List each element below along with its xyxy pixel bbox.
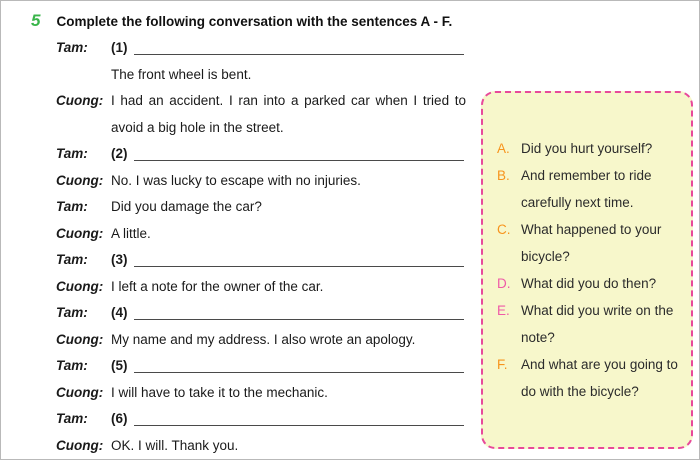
conversation-row <box>56 353 466 380</box>
conversation-row <box>56 380 466 407</box>
speaker-label: Cuong: <box>56 278 104 294</box>
answer-blank-1[interactable] <box>134 35 465 55</box>
conversation <box>56 35 466 459</box>
conversation-row <box>56 300 466 327</box>
blank-number: (2) <box>111 146 128 161</box>
blank-number: (4) <box>111 305 128 320</box>
conversation-row <box>56 88 466 141</box>
option-item-e <box>497 297 681 351</box>
speaker-label <box>56 62 111 89</box>
answer-blank-5[interactable] <box>134 353 465 373</box>
dialogue-line <box>111 353 466 380</box>
dialogue-line <box>111 300 466 327</box>
conversation-row <box>56 247 466 274</box>
answer-options-box <box>481 91 693 449</box>
speaker-label: Tam: <box>56 40 88 55</box>
dialogue-text: A little. <box>111 225 151 241</box>
conversation-row <box>56 194 466 221</box>
speaker-label: Cuong: <box>56 331 104 347</box>
dialogue-line <box>111 406 466 433</box>
option-text: And what are you going to do with the bicycle? <box>521 357 678 399</box>
conversation-row <box>56 433 466 460</box>
blank-number: (6) <box>111 411 128 426</box>
option-letter: E. <box>497 303 510 318</box>
speaker-label: Cuong: <box>56 225 104 241</box>
option-letter: D. <box>497 276 511 291</box>
conversation-row <box>56 327 466 354</box>
speaker-label: Cuong: <box>56 437 104 453</box>
option-item-f <box>497 351 681 405</box>
speaker-label: Tam: <box>56 305 88 320</box>
dialogue-line <box>111 247 466 274</box>
option-letter: F. <box>497 357 508 372</box>
conversation-row <box>56 62 466 89</box>
option-text: What did you do then? <box>521 276 657 291</box>
dialogue-line <box>111 141 466 168</box>
speaker-label: Cuong: <box>56 384 104 400</box>
option-item-c <box>497 216 681 270</box>
speaker-label: Tam: <box>56 199 88 214</box>
dialogue-line <box>111 35 466 62</box>
conversation-row <box>56 274 466 301</box>
option-text: What did you write on the note? <box>521 303 674 345</box>
speaker-label: Cuong: <box>56 93 104 108</box>
speaker-label: Tam: <box>56 358 88 373</box>
exercise-title: Complete the following conversation with the sentences A - F. <box>56 14 453 29</box>
dialogue-text: I will have to take it to the mechanic. <box>111 384 328 400</box>
speaker-label: Cuong: <box>56 172 104 188</box>
exercise-header <box>31 11 681 31</box>
conversation-row <box>56 141 466 168</box>
conversation-row <box>56 406 466 433</box>
answer-blank-2[interactable] <box>134 141 465 161</box>
option-text: What happened to your bicycle? <box>521 222 662 264</box>
dialogue-text: Did you damage the car? <box>111 199 262 214</box>
option-item-a <box>497 135 681 162</box>
conversation-row <box>56 35 466 62</box>
dialogue-text: No. I was lucky to escape with no injuries. <box>111 172 361 188</box>
option-item-b <box>497 162 681 216</box>
option-item-d <box>497 270 681 297</box>
option-text: Did you hurt yourself? <box>521 141 653 156</box>
blank-number: (3) <box>111 252 128 267</box>
blank-number: (5) <box>111 358 128 373</box>
blank-number: (1) <box>111 40 128 55</box>
speaker-label: Tam: <box>56 411 88 426</box>
speaker-label: Tam: <box>56 252 88 267</box>
option-text: And remember to ride carefully next time. <box>521 168 652 210</box>
answer-blank-6[interactable] <box>134 406 465 426</box>
exercise-number: 5 <box>31 11 41 30</box>
option-letter: C. <box>497 222 511 237</box>
dialogue-text: The front wheel is bent. <box>111 66 252 82</box>
dialogue-text: I left a note for the owner of the car. <box>111 278 324 294</box>
speaker-label: Tam: <box>56 146 88 161</box>
dialogue-text: My name and my address. I also wrote an apology. <box>111 331 416 347</box>
dialogue-text: OK. I will. Thank you. <box>111 437 239 453</box>
option-letter: A. <box>497 141 510 156</box>
dialogue-text: I had an accident. I ran into a parked car when I tried to avoid a big hole in the street. <box>111 93 466 135</box>
conversation-row <box>56 221 466 248</box>
option-letter: B. <box>497 168 510 183</box>
answer-blank-3[interactable] <box>134 247 465 267</box>
answer-blank-4[interactable] <box>134 300 465 320</box>
conversation-row <box>56 168 466 195</box>
